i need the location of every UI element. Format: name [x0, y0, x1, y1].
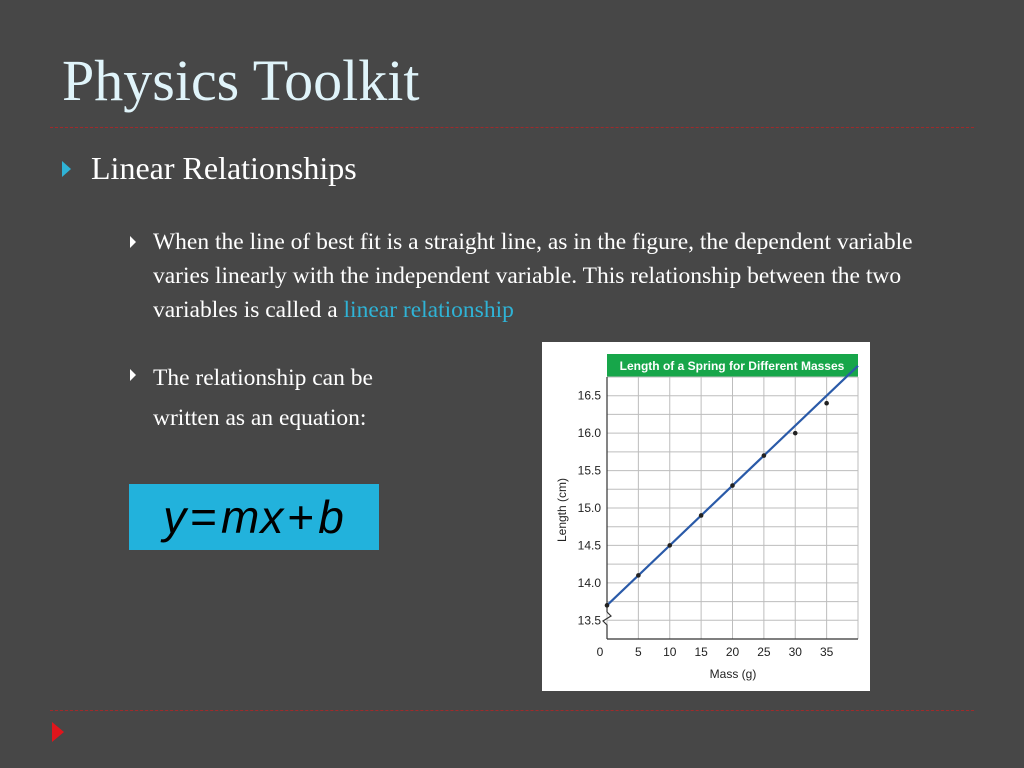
data-point-4	[730, 483, 735, 488]
bottom-divider	[50, 710, 974, 711]
y-tick-label: 16.5	[577, 388, 601, 403]
data-point-3	[699, 513, 704, 518]
chart-title: Length of a Spring for Different Masses	[619, 359, 845, 373]
y-tick-label: 15.0	[577, 501, 601, 515]
equation-equals: =	[190, 491, 219, 543]
slide-title: Physics Toolkit	[62, 48, 420, 113]
y-tick-label: 14.0	[577, 575, 601, 590]
equation-intro-line1: The relationship can be	[153, 365, 373, 391]
top-divider	[50, 127, 974, 128]
linear-relationship-term: linear relationship	[343, 297, 514, 323]
main-bullet	[62, 150, 357, 187]
data-point-2	[667, 543, 672, 548]
y-axis-label: Length (cm)	[555, 477, 569, 543]
equation-b: b	[318, 491, 345, 543]
x-tick-label: 20	[725, 645, 740, 659]
x-tick-label: 25	[757, 645, 771, 659]
x-tick-label: 15	[694, 645, 708, 659]
sub-bullet-equation	[130, 358, 460, 438]
data-point-7	[824, 401, 829, 406]
data-point-6	[793, 431, 798, 436]
y-tick-label: 15.5	[577, 463, 601, 478]
x-tick-label: 30	[788, 645, 802, 659]
equation-y: y	[163, 491, 188, 543]
x-tick-label: 5	[635, 645, 642, 659]
sub-bullet-definition	[130, 225, 950, 327]
y-tick-label: 14.5	[577, 538, 601, 553]
x-tick-label: 10	[663, 645, 677, 659]
data-point-5	[762, 453, 767, 458]
chart-grid	[607, 377, 858, 639]
sub-bullet-arrow-icon	[130, 369, 136, 381]
main-bullet-text: Linear Relationships	[91, 150, 357, 186]
data-point-0	[605, 603, 610, 608]
y-tick-label: 16.0	[577, 426, 601, 441]
sub-bullet-definition-text	[153, 225, 950, 327]
spring-chart	[542, 342, 870, 691]
bullet-arrow-icon	[62, 161, 71, 177]
sub-bullet-arrow-icon	[130, 236, 136, 248]
y-tick-label: 13.5	[577, 613, 601, 628]
equation-mx: mx	[221, 491, 285, 543]
data-point-1	[636, 573, 641, 578]
chart-svg	[542, 342, 870, 691]
x-tick-label: 35	[819, 645, 834, 659]
x-axis-label: Mass (g)	[709, 667, 757, 681]
definition-text: When the line of best fit is a straight line, as in the figure, the dependent variable varies linearly with the independent variable. This relationship between the two variables is called a	[153, 229, 913, 323]
equation-box	[129, 484, 379, 550]
equation-intro-line2: written as an equation:	[153, 405, 367, 431]
x-tick-label: 0	[596, 645, 604, 659]
corner-arrow-icon	[52, 722, 64, 742]
sub-bullet-equation-text	[153, 358, 373, 438]
equation-plus: +	[287, 491, 316, 543]
